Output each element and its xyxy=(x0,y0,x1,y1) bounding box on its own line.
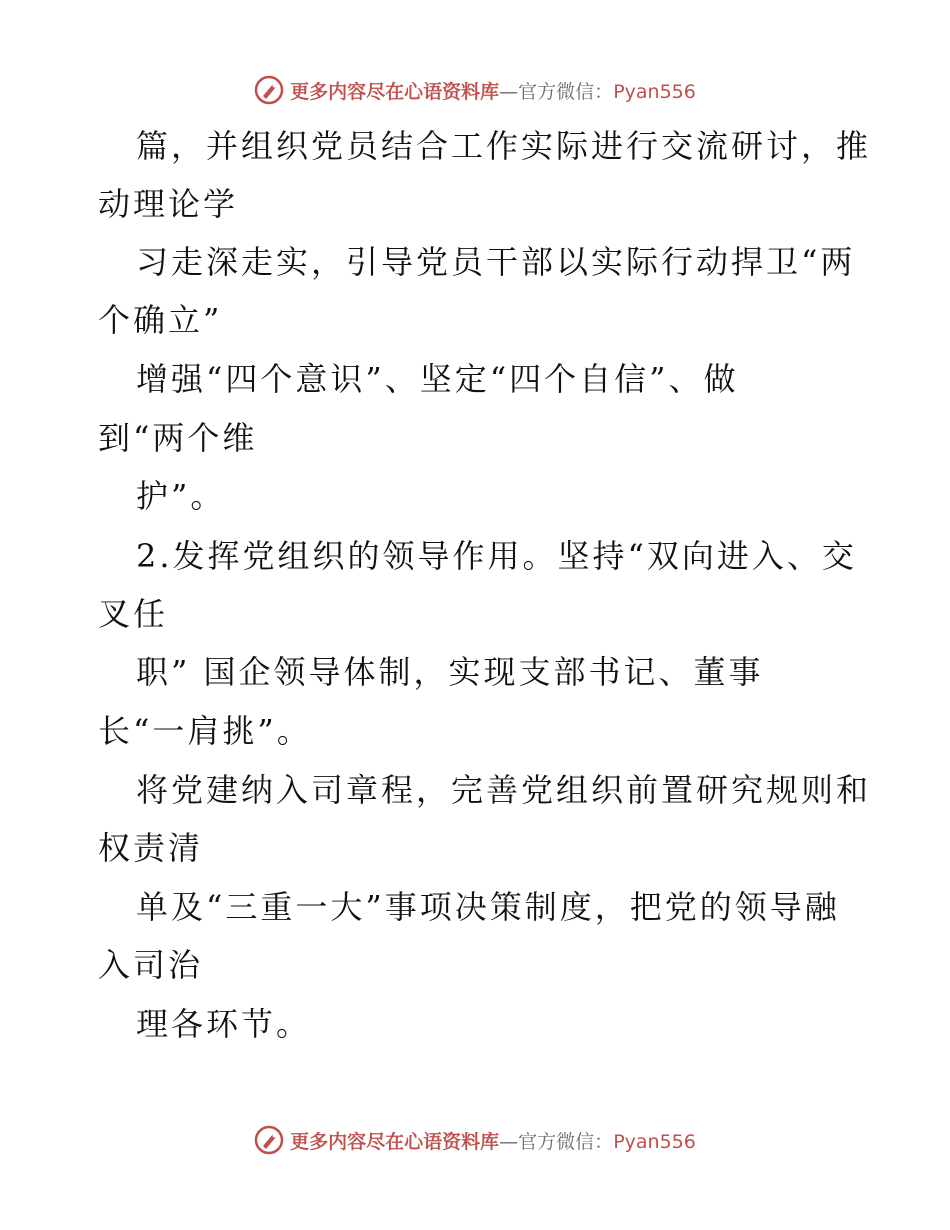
header-wechat-id: Pyan556 xyxy=(613,80,696,103)
paragraph-line: 入司治 xyxy=(98,946,204,984)
paragraph-line: 个确立” xyxy=(98,301,223,339)
footer-separator: — xyxy=(499,1130,519,1153)
paragraph-line: 单及“三重一大”事项决策制度，把党的领导融 xyxy=(136,888,840,926)
header-wechat-label: 官方微信： xyxy=(518,80,614,103)
footer-banner xyxy=(0,1122,950,1158)
paragraph-line: 护”。 xyxy=(136,477,226,515)
footer-wechat-id: Pyan556 xyxy=(613,1130,696,1153)
header-site-name: 更多内容尽在心语资料库 xyxy=(290,80,500,103)
paragraph-line: 到“两个维 xyxy=(98,419,258,457)
paragraph-line: 动理论学 xyxy=(98,185,239,223)
pen-nib-logo-icon xyxy=(254,75,284,105)
header-banner-text xyxy=(290,77,696,104)
paragraph-line: 长“一肩挑”。 xyxy=(98,712,312,750)
pen-nib-logo-icon xyxy=(254,1125,284,1155)
footer-banner-text xyxy=(290,1127,696,1154)
paragraph-line: 叉任 xyxy=(98,595,169,633)
paragraph-line: 将党建纳入司章程，完善党组织前置研究规则和 xyxy=(136,771,872,809)
footer-site-name: 更多内容尽在心语资料库 xyxy=(290,1130,500,1153)
paragraph-line: 篇，并组织党员结合工作实际进行交流研讨，推 xyxy=(136,127,872,165)
paragraph-line: 习走深走实，引导党员干部以实际行动捍卫“两 xyxy=(136,243,856,281)
footer-wechat-label: 官方微信： xyxy=(518,1130,614,1153)
paragraph-line: 增强“四个意识”、坚定“四个自信”、做 xyxy=(136,360,739,398)
paragraph-line: 权责清 xyxy=(98,829,204,867)
paragraph-line: 理各环节。 xyxy=(136,1005,312,1043)
header-banner xyxy=(0,72,950,108)
paragraph-line: 2.发挥党组织的领导作用。坚持“双向进入、交 xyxy=(136,537,857,575)
header-separator: — xyxy=(499,80,519,103)
paragraph-line: 职” 国企领导体制，实现支部书记、董事 xyxy=(136,653,764,691)
